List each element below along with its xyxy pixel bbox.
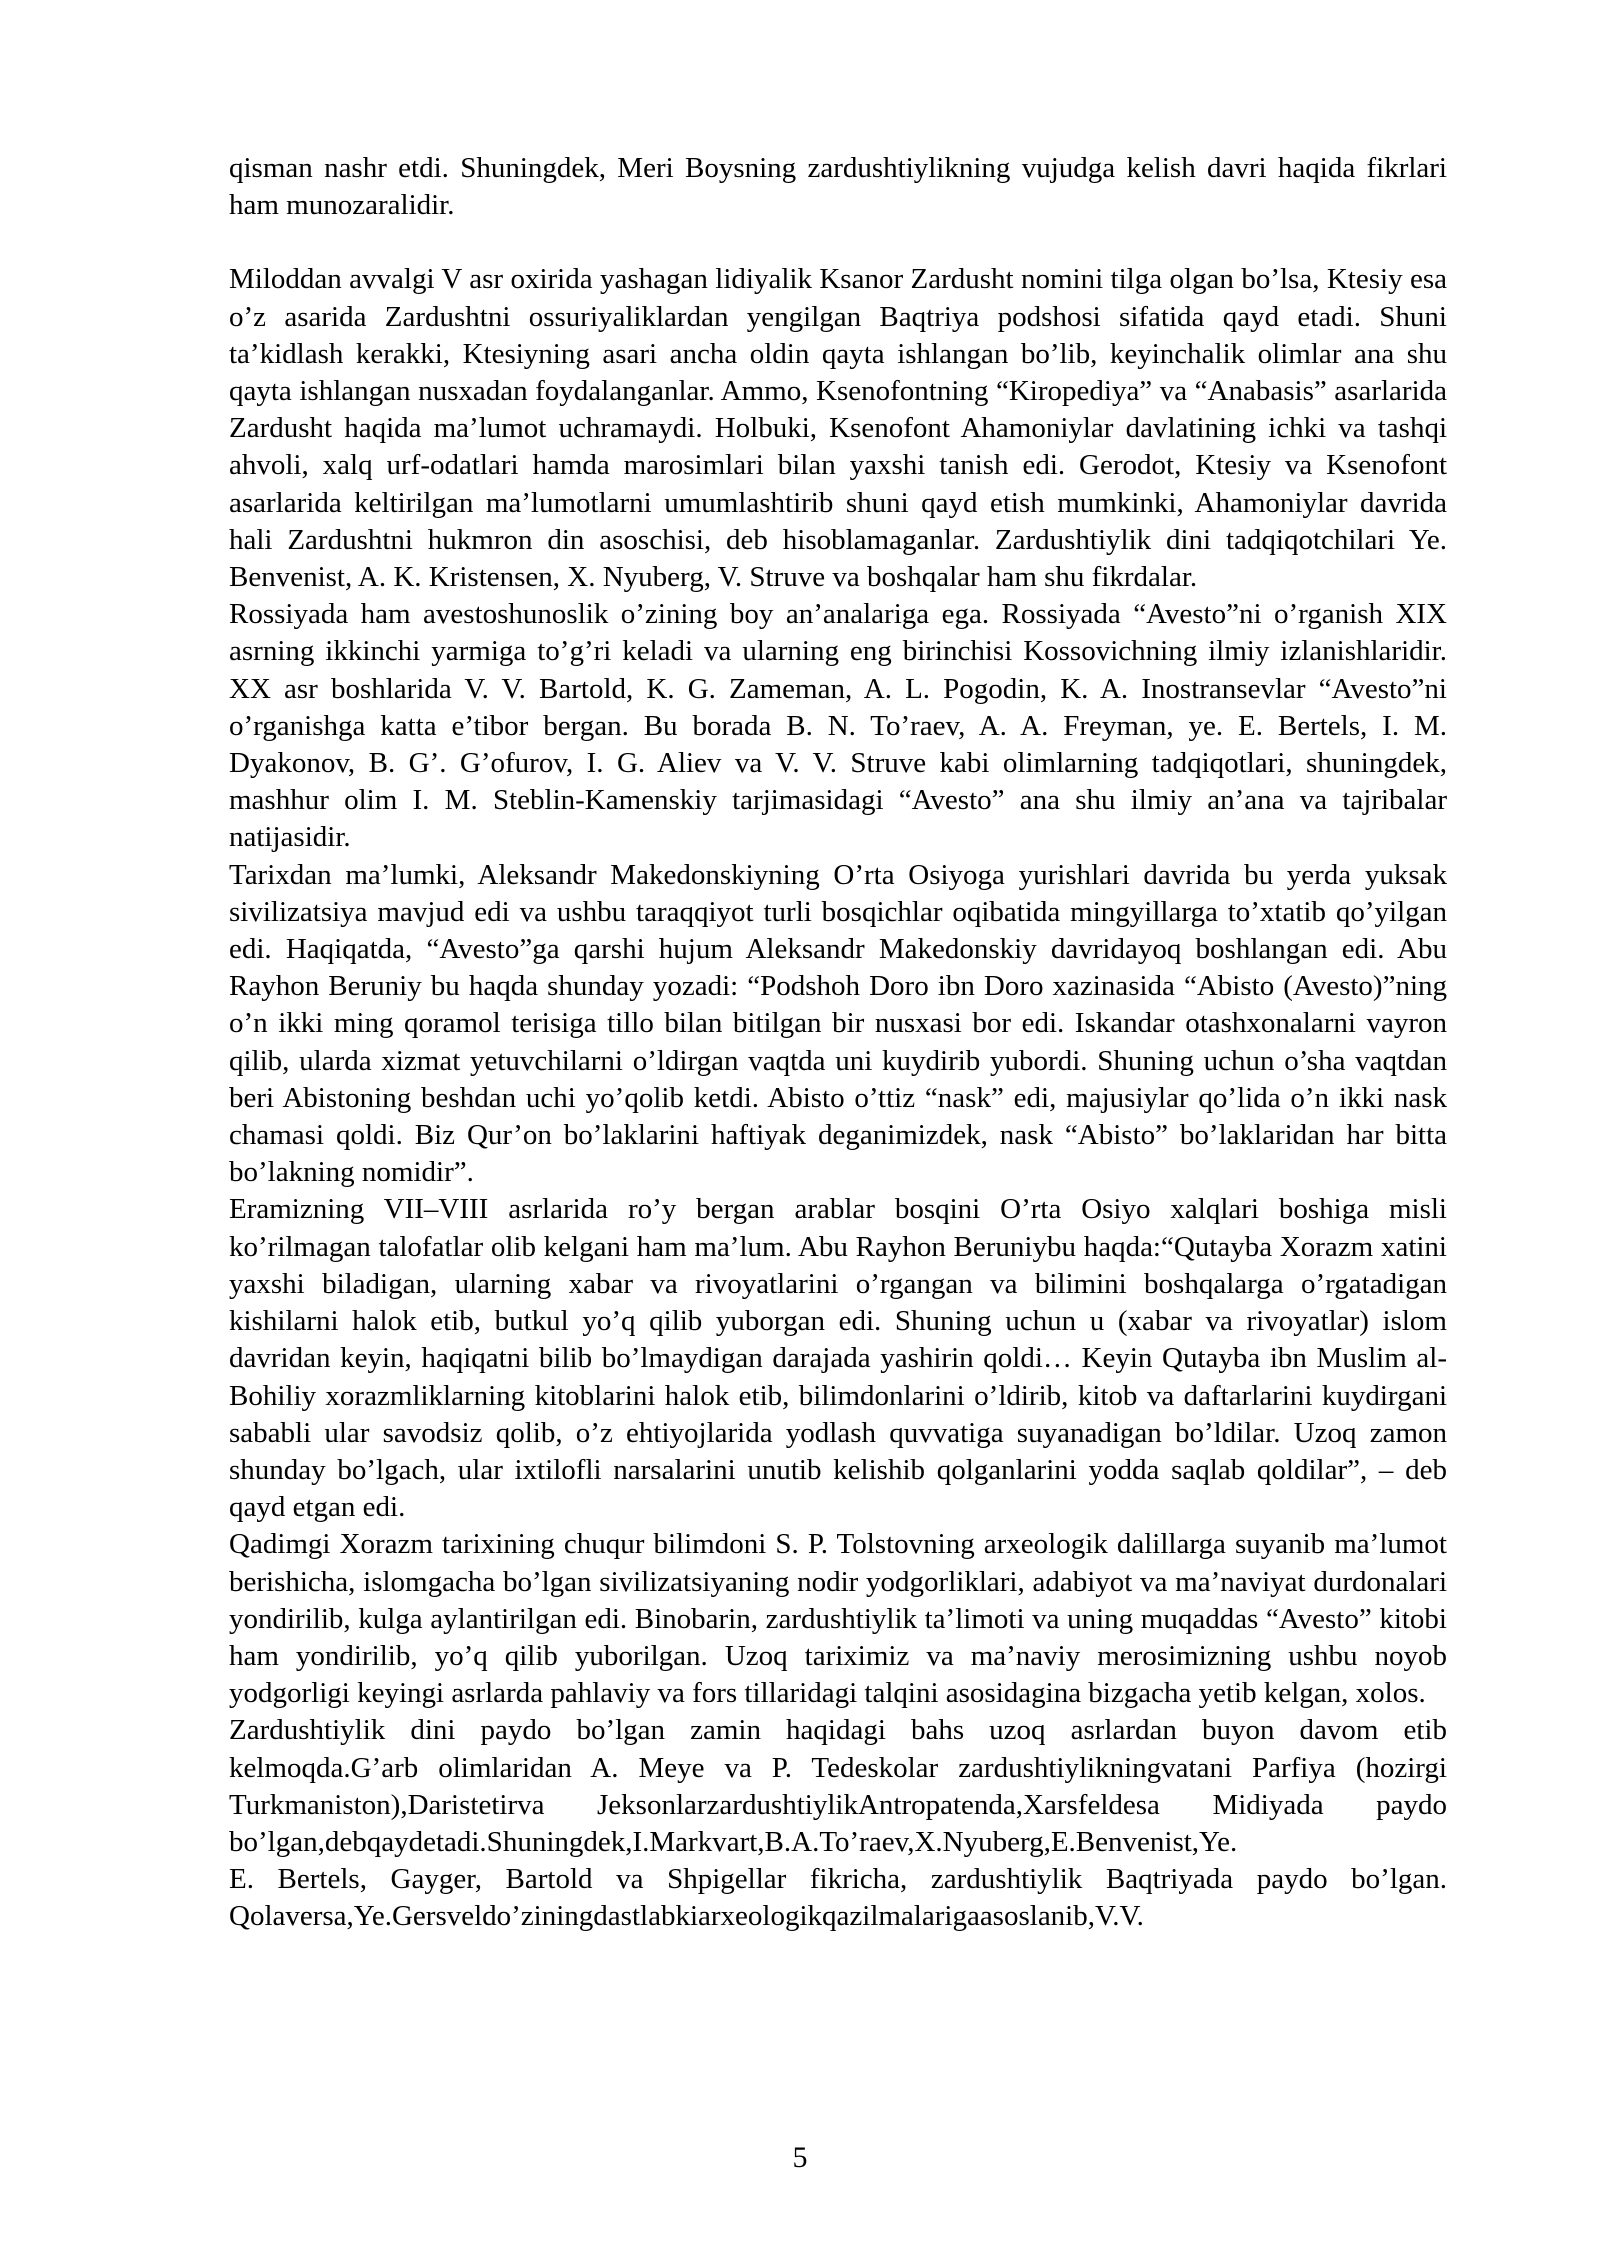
paragraph-2: Miloddan avvalgi V asr oxirida yashagan lidiyalik Ksanor Zardusht nomini tilga olgan bo’lsa, Ktesiy esa o’z asarida Zardushtni ossuriyaliklardan yengilgan Baqtriya podshosi sifatida qayd etadi. Shuni ta’kidlash kerakki, Ktesiyning asari ancha oldin qayta ishlangan bo’lib, keyinchalik olimlar ana shu qayta ishlangan nusxadan foydalanganlar. Ammo, Ksenofontning “Kiropediya” va “Anabasis” asarlarida Zardusht haqida ma’lumot uchramaydi. Holbuki, Ksenofont Ahamoniylar davlatining ichki va tashqi ahvoli, xalq urf-odatlari hamda marosimlari bilan yaxshi tanish edi. Gerodot, Ktesiy va Ksenofont asarlarida keltirilgan ma’lumotlarni umumlashtirib shuni qayd etish mumkinki, Ahamoniylar davrida hali Zardushtni hukmron din asoschisi, deb hisoblamaganlar. Zardushtiylik dini tadqiqotchilari Ye. Benvenist, A. K. Kristensen, X. Nyuberg, V. Struve va boshqalar ham shu fikrdalar. — [229, 263, 1447, 594]
paragraph-3: Rossiyada ham avestoshunoslik o’zining boy an’analariga ega. Rossiyada “Avesto”ni o’rganish XIX asrning ikkinchi yarmiga to’g’ri keladi va ularning eng birinchisi Kossovichning ilmiy izlanishlaridir. XX asr boshlarida V. V. Bartold, K. G. Zameman, A. L. Pogodin, K. A. Inostransevlar “Avesto”ni o’rganishga katta e’tibor bergan. Bu borada B. N. To’raev, A. A. Freyman, ye. E. Bertels, I. M. Dyakonov, B. G’. G’ofurov, I. G. Aliev va V. V. Struve kabi olimlarning tadqiqotlari, shuningdek, mashhur olim I. M. Steblin-Kamenskiy tarjimasidagi “Avesto” ana shu ilmiy an’ana va tajribalar natijasidir. — [229, 598, 1447, 854]
paragraph-8: E. Bertels, Gayger, Bartold va Shpigellar fikricha, zardushtiylik Baqtriyada paydo bo’lgan. Qolaversa,Ye.Gersveldo’ziningdastlabkiarxeologikqazilmalarigaasoslanib,V.V. — [229, 1863, 1447, 1933]
paragraph-7: Zardushtiylik dini paydo bo’lgan zamin haqidagi bahs uzoq asrlardan buyon davom etib kelmoqda.G’arb olimlaridan A. Meye va P. Tedeskolar zardushtiylikningvatani Parfiya (hozirgi Turkmaniston),Daristetirva JeksonlarzardushtiylikAntropatenda,Xarsfeldesa Midiyada paydo bo’lgan,debqaydetadi.Shuningdek,I.Markvart,B.A.To’raev,X.Nyuberg,E.Benvenist,Ye. — [229, 1714, 1447, 1858]
page-number: 5 — [792, 2141, 808, 2174]
paragraph-1: qisman nashr etdi. Shuningdek, Meri Boysning zardushtiylikning vujudga kelish davri haqida fikrlari ham munozaralidir. — [229, 152, 1447, 222]
document-page — [229, 150, 1447, 1936]
paragraph-4: Tarixdan ma’lumki, Aleksandr Makedonskiyning O’rta Osiyoga yurishlari davrida bu yerda yuksak sivilizatsiya mavjud edi va ushbu taraqqiyot turli bosqichlar oqibatida mingyillarga to’xtatib qo’yilgan edi. Haqiqatda, “Avesto”ga qarshi hujum Aleksandr Makedonskiy davridayoq boshlangan edi. Abu Rayhon Beruniy bu haqda shunday yozadi: “Podshoh Doro ibn Doro xazinasida “Abisto (Avesto)”ning o’n ikki ming qoramol terisiga tillo bilan bitilgan bir nusxasi bor edi. Iskandar otashxonalarni vayron qilib, ularda xizmat yetuvchilarni o’ldirgan vaqtda uni kuydirib yubordi. Shuning uchun o’sha vaqtdan beri Abistoning beshdan uchi yo’qolib ketdi. Abisto o’ttiz “nask” edi, majusiylar qo’lida o’n ikki nask chamasi qoldi. Biz Qur’on bo’laklarini haftiyak deganimizdek, nask “Abisto” bo’laklaridan har bitta bo’lakning nomidir”. — [229, 858, 1447, 1189]
paragraph-6: Qadimgi Xorazm tarixining chuqur bilimdoni S. P. Tolstovning arxeologik dalillarga suyanib ma’lumot berishicha, islomgacha bo’lgan sivilizatsiyaning nodir yodgorliklari, adabiyot va ma’naviyat durdonalari yondirilib, kulga aylantirilgan edi. Binobarin, zardushtiylik ta’limoti va uning muqaddas “Avesto” kitobi ham yondirilib, yo’q qilib yuborilgan. Uzoq tariximiz va ma’naviy merosimizning ushbu noyob yodgorligi keyingi asrlarda pahlaviy va fors tillaridagi talqini asosidagina bizgacha yetib kelgan, xolos. — [229, 1528, 1447, 1710]
paragraph-5: Eramizning VII–VIII asrlarida ro’y bergan arablar bosqini O’rta Osiyo xalqlari boshiga misli ko’rilmagan talofatlar olib kelgani ham ma’lum. Abu Rayhon Beruniybu haqda:“Qutayba Xorazm xatini yaxshi biladigan, ularning xabar va rivoyatlarini o’rgangan va bilimini boshqalarga o’rgatadigan kishilarni halok etib, butkul yo’q qilib yuborgan edi. Shuning uchun u (xabar va rivoyatlar) islom davridan keyin, haqiqatni bilib bo’lmaydigan darajada yashirin qoldi… Keyin Qutayba ibn Muslim al-Bohiliy xorazmliklarning kitoblarini halok etib, bilimdonlarini o’ldirib, kitob va daftarlarini kuydirgani sababli ular savodsiz qolib, o’z ehtiyojlarida yodlash quvvatiga suyanadigan bo’ldilar. Uzoq zamon shunday bo’lgach, ular ixtilofli narsalarini unutib kelishib qolganlarini yodda saqlab qoldilar”, – deb qayd etgan edi. — [229, 1193, 1447, 1524]
paragraph-spacer — [229, 224, 1447, 261]
